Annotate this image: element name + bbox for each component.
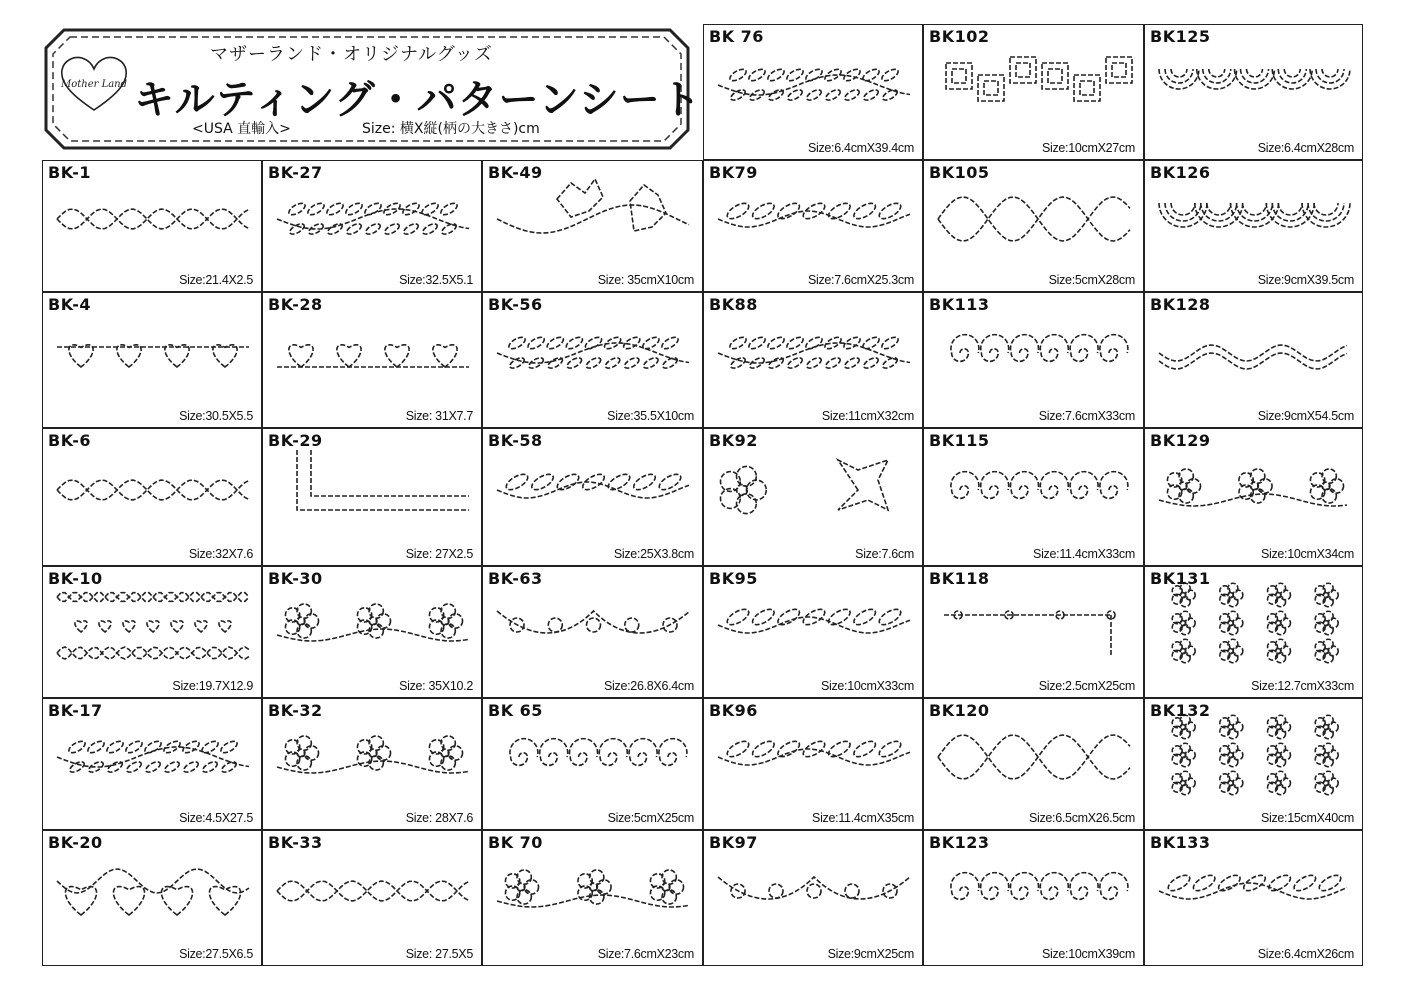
pattern-size: Size:10cmX34cm [1260,547,1354,561]
pattern-size: Size:7.6cmX23cm [597,947,694,961]
pattern-code: BK96 [709,701,758,720]
pattern-card [1144,24,1363,160]
pattern-code: BK95 [709,569,758,588]
pattern-size: Size:6.4cmX28cm [1257,141,1354,155]
pattern-code: BK 70 [488,833,543,852]
pattern-size: Size:25X3.8cm [613,547,694,561]
pattern-card [262,698,482,830]
pattern-code: BK-63 [488,569,543,588]
pattern-code: BK115 [929,431,990,450]
pattern-code: BK-20 [48,833,103,852]
pattern-code: BK125 [1150,27,1211,46]
pattern-size: Size: 31X7.7 [405,409,473,423]
pattern-card [42,292,262,428]
pattern-code: BK113 [929,295,990,314]
pattern-card [482,566,703,698]
pattern-size: Size:19.7X12.9 [172,679,253,693]
pattern-code: BK105 [929,163,990,182]
pattern-size: Size:4.5X27.5 [179,811,253,825]
header-banner [42,26,702,152]
pattern-code: BK120 [929,701,990,720]
pattern-size: Size:7.6cmX25.3cm [807,273,914,287]
pattern-size: Size:32.5X5.1 [399,273,473,287]
pattern-card [1144,698,1363,830]
pattern-size: Size:7.6cmX33cm [1038,409,1135,423]
pattern-card [923,698,1144,830]
pattern-size: Size:11.4cmX33cm [1033,547,1135,561]
pattern-card [923,566,1144,698]
pattern-code: BK-28 [268,295,323,314]
pattern-card [482,830,703,966]
pattern-card [703,830,923,966]
pattern-size: Size:11.4cmX35cm [812,811,914,825]
pattern-code: BK 65 [488,701,543,720]
pattern-size: Size:7.6cm [855,547,914,561]
pattern-size: Size:9cmX25cm [827,947,914,961]
pattern-card [1144,292,1363,428]
pattern-size: Size:32X7.6 [188,547,253,561]
pattern-size: Size:26.8X6.4cm [604,679,694,693]
origin-note: <USA 直輸入> [192,121,291,137]
pattern-code: BK88 [709,295,758,314]
pattern-size: Size:27.5X6.5 [179,947,253,961]
pattern-code: BK-6 [48,431,91,450]
pattern-size: Size: 35cmX10cm [597,273,694,287]
pattern-code: BK-27 [268,163,323,182]
pattern-size: Size:2.5cmX25cm [1038,679,1135,693]
pattern-code: BK-49 [488,163,543,182]
pattern-code: BK-10 [48,569,103,588]
pattern-size: Size:12.7cmX33cm [1251,679,1354,693]
pattern-card [42,830,262,966]
pattern-size: Size: 35X10.2 [399,679,473,693]
logo-text: Mother Land [60,79,128,90]
pattern-size: Size:15cmX40cm [1260,811,1354,825]
pattern-code: BK79 [709,163,758,182]
pattern-size: Size:5cmX25cm [607,811,694,825]
pattern-card [703,698,923,830]
pattern-size: Size:10cmX33cm [820,679,914,693]
pattern-card [703,160,923,292]
pattern-size: Size:9cmX54.5cm [1257,409,1354,423]
pattern-size: Size: 27.5X5 [405,947,473,961]
pattern-card [923,428,1144,566]
pattern-code: BK102 [929,27,990,46]
pattern-card [923,292,1144,428]
pattern-size: Size: 28X7.6 [405,811,473,825]
pattern-card [262,428,482,566]
pattern-code: BK-33 [268,833,323,852]
pattern-size: Size:21.4X2.5 [179,273,253,287]
pattern-size: Size:11cmX32cm [821,409,914,423]
pattern-card [923,160,1144,292]
size-legend: Size: 横X縦(柄の大きさ)cm [362,121,540,137]
pattern-size: Size:6.4cmX26cm [1257,947,1354,961]
pattern-card [703,292,923,428]
pattern-size: Size:30.5X5.5 [179,409,253,423]
pattern-card [1144,428,1363,566]
pattern-card [42,428,262,566]
page-title: キルティング・パターンシート [134,77,702,123]
pattern-size: Size:5cmX28cm [1048,273,1135,287]
pattern-code: BK128 [1150,295,1211,314]
pattern-card [262,160,482,292]
heart-logo [58,54,130,114]
banner-subtitle: マザーランド・オリジナルグッズ [210,44,493,65]
pattern-card [42,160,262,292]
pattern-card [482,292,703,428]
pattern-card [923,24,1144,160]
pattern-size: Size:9cmX39.5cm [1257,273,1354,287]
pattern-code: BK-1 [48,163,91,182]
pattern-code: BK-29 [268,431,323,450]
pattern-code: BK131 [1150,569,1211,588]
pattern-card [1144,830,1363,966]
pattern-card [923,830,1144,966]
pattern-code: BK-58 [488,431,543,450]
pattern-code: BK-32 [268,701,323,720]
pattern-code: BK126 [1150,163,1211,182]
pattern-card [482,428,703,566]
pattern-size: Size:35.5X10cm [607,409,694,423]
pattern-code: BK123 [929,833,990,852]
pattern-card [703,428,923,566]
pattern-code: BK-17 [48,701,103,720]
pattern-size: Size:6.5cmX26.5cm [1028,811,1135,825]
pattern-code: BK 76 [709,27,764,46]
pattern-card [703,566,923,698]
pattern-card [262,830,482,966]
pattern-code: BK129 [1150,431,1211,450]
pattern-code: BK-56 [488,295,543,314]
pattern-size: Size:10cmX39cm [1041,947,1135,961]
pattern-size: Size: 27X2.5 [405,547,473,561]
pattern-card [42,698,262,830]
pattern-card [1144,160,1363,292]
pattern-card [703,24,923,160]
pattern-code: BK-30 [268,569,323,588]
pattern-code: BK133 [1150,833,1211,852]
pattern-code: BK97 [709,833,758,852]
pattern-code: BK92 [709,431,758,450]
pattern-card [482,698,703,830]
pattern-card [42,566,262,698]
pattern-code: BK132 [1150,701,1211,720]
pattern-code: BK118 [929,569,990,588]
pattern-size: Size:10cmX27cm [1041,141,1135,155]
pattern-size: Size:6.4cmX39.4cm [807,141,914,155]
pattern-card [1144,566,1363,698]
pattern-card [262,292,482,428]
pattern-code: BK-4 [48,295,91,314]
pattern-card [482,160,703,292]
pattern-card [262,566,482,698]
